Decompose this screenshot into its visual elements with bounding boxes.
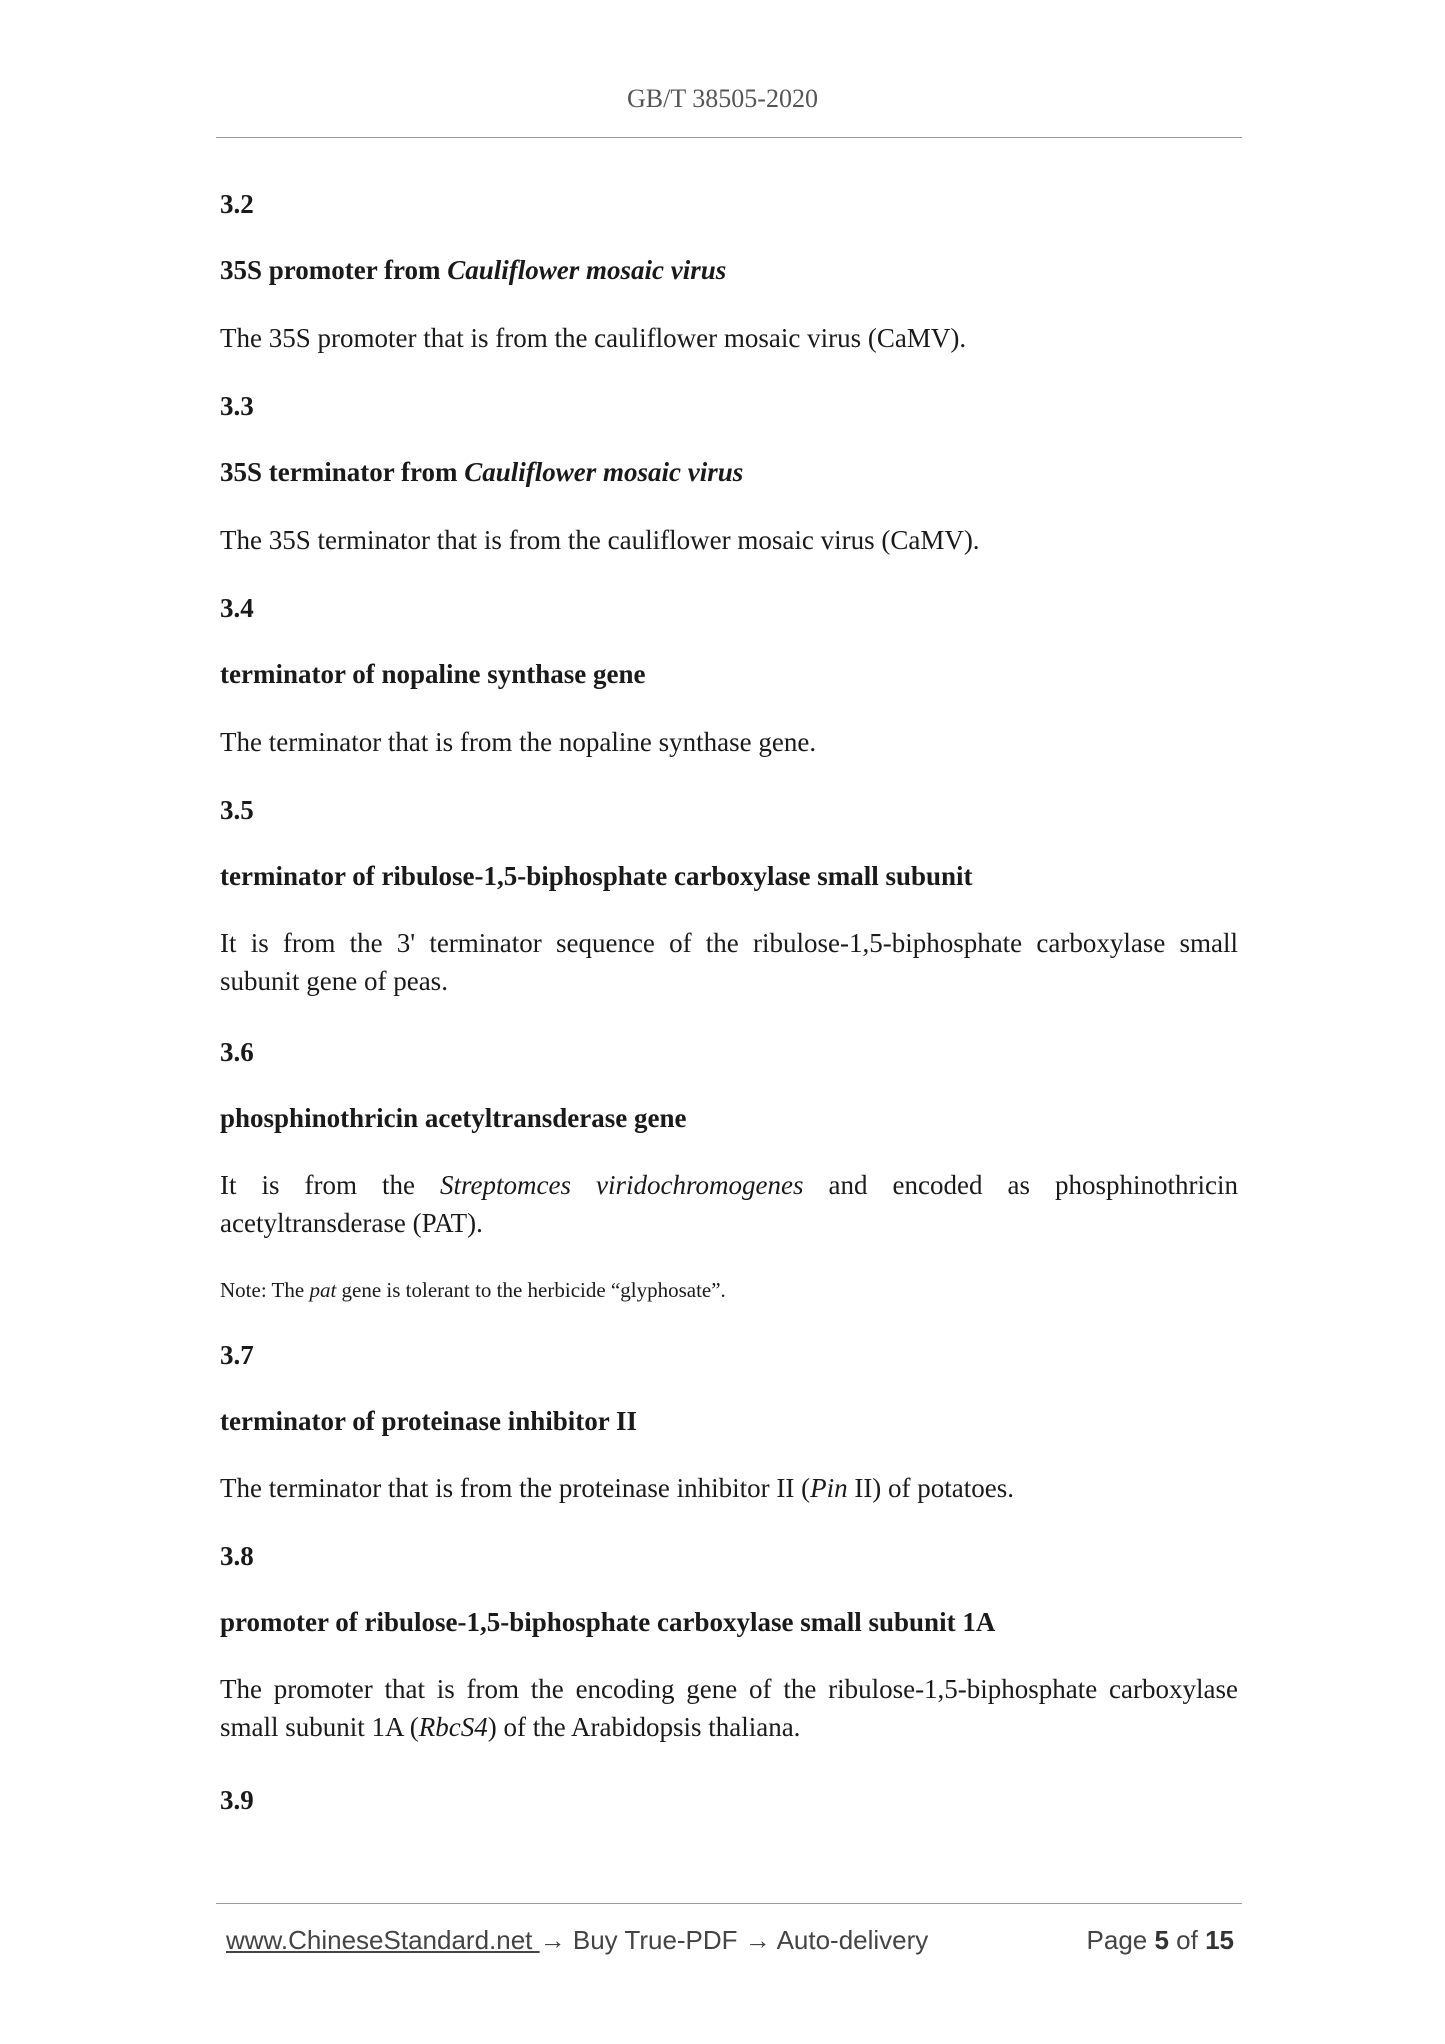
clause-number-3-2: 3.2: [220, 189, 254, 219]
note-text: gene is tolerant to the herbicide “glyphosate”.: [336, 1278, 726, 1302]
clause-term-3-8: promoter of ribulose-1,5-biphosphate carboxylase small subunit 1A: [220, 1607, 996, 1637]
footer-divider: [216, 1903, 1242, 1904]
document-code: GB/T 38505-2020: [627, 84, 818, 113]
clause-number-3-7: 3.7: [220, 1340, 254, 1370]
clause-number-3-9: 3.9: [220, 1785, 254, 1815]
term-italic: Cauliflower mosaic virus: [447, 255, 727, 285]
definition-text: The promoter that is from the encoding gene of the ribulose-1,5-biphosphate carboxylase small subunit 1A (: [220, 1674, 1238, 1742]
header-divider: [216, 137, 1242, 138]
current-page: 5: [1154, 1925, 1169, 1955]
term-italic: Cauliflower mosaic virus: [464, 457, 744, 487]
definition-text: II) of potatoes.: [847, 1473, 1015, 1503]
note-text: Note: The: [220, 1278, 310, 1302]
clause-term-3-5: terminator of ribulose-1,5-biphosphate carboxylase small subunit: [220, 861, 973, 891]
arrow-right-icon: →: [744, 1925, 771, 1955]
clause-term-3-3: [220, 454, 1238, 490]
definition-text: It is from the: [220, 1170, 441, 1200]
of-word: of: [1168, 1925, 1206, 1955]
definition-text: ) of the Arabidopsis thaliana.: [487, 1712, 801, 1742]
definition-italic: Streptomces viridochromogenes: [440, 1170, 804, 1200]
clause-definition-3-4: The terminator that is from the nopaline synthase gene.: [220, 727, 817, 757]
page-indicator: [1087, 1922, 1234, 1958]
footer-buy-text: Buy True-PDF: [565, 1925, 745, 1955]
page-word: Page: [1086, 1925, 1155, 1955]
clause-term-3-2: [220, 252, 1238, 288]
clause-term-3-6: phosphinothricin acetyltransderase gene: [220, 1103, 687, 1133]
clause-definition-3-7: [220, 1469, 1238, 1507]
clause-number-3-3: 3.3: [220, 391, 254, 421]
footer-promo: [226, 1922, 928, 1958]
definition-italic: Pin: [810, 1473, 848, 1503]
clause-term-3-7: terminator of proteinase inhibitor II: [220, 1406, 637, 1436]
total-pages: 15: [1205, 1925, 1234, 1955]
clause-definition-3-5: It is from the 3' terminator sequence of the ribulose-1,5-biphosphate carboxylase small subunit gene of peas.: [220, 928, 1238, 996]
clause-number-3-6: 3.6: [220, 1037, 254, 1067]
definition-italic: RbcS4: [418, 1712, 488, 1742]
definition-text: The terminator that is from the proteinase inhibitor II (: [220, 1473, 811, 1503]
clause-term-3-4: terminator of nopaline synthase gene: [220, 659, 646, 689]
clause-number-3-8: 3.8: [220, 1541, 254, 1571]
clause-number-3-4: 3.4: [220, 593, 254, 623]
clause-definition-3-8: [220, 1670, 1238, 1746]
note-italic: pat: [309, 1278, 337, 1302]
definition-text: and encoded as phosphinothricin acetyltransderase (PAT).: [220, 1170, 1238, 1238]
clause-number-3-5: 3.5: [220, 795, 254, 825]
chinesestandard-link[interactable]: www.ChineseStandard.net: [226, 1925, 540, 1955]
term-text: 35S promoter from: [220, 255, 448, 285]
term-text: 35S terminator from: [220, 457, 465, 487]
footer-delivery-text: Auto-delivery: [770, 1925, 929, 1955]
clause-definition-3-2: The 35S promoter that is from the cauliflower mosaic virus (CaMV).: [220, 323, 967, 353]
arrow-right-icon: →: [539, 1925, 566, 1955]
clause-note-3-6: [220, 1275, 1238, 1305]
clause-definition-3-6: [220, 1166, 1238, 1242]
clause-definition-3-3: The 35S terminator that is from the cauliflower mosaic virus (CaMV).: [220, 525, 980, 555]
